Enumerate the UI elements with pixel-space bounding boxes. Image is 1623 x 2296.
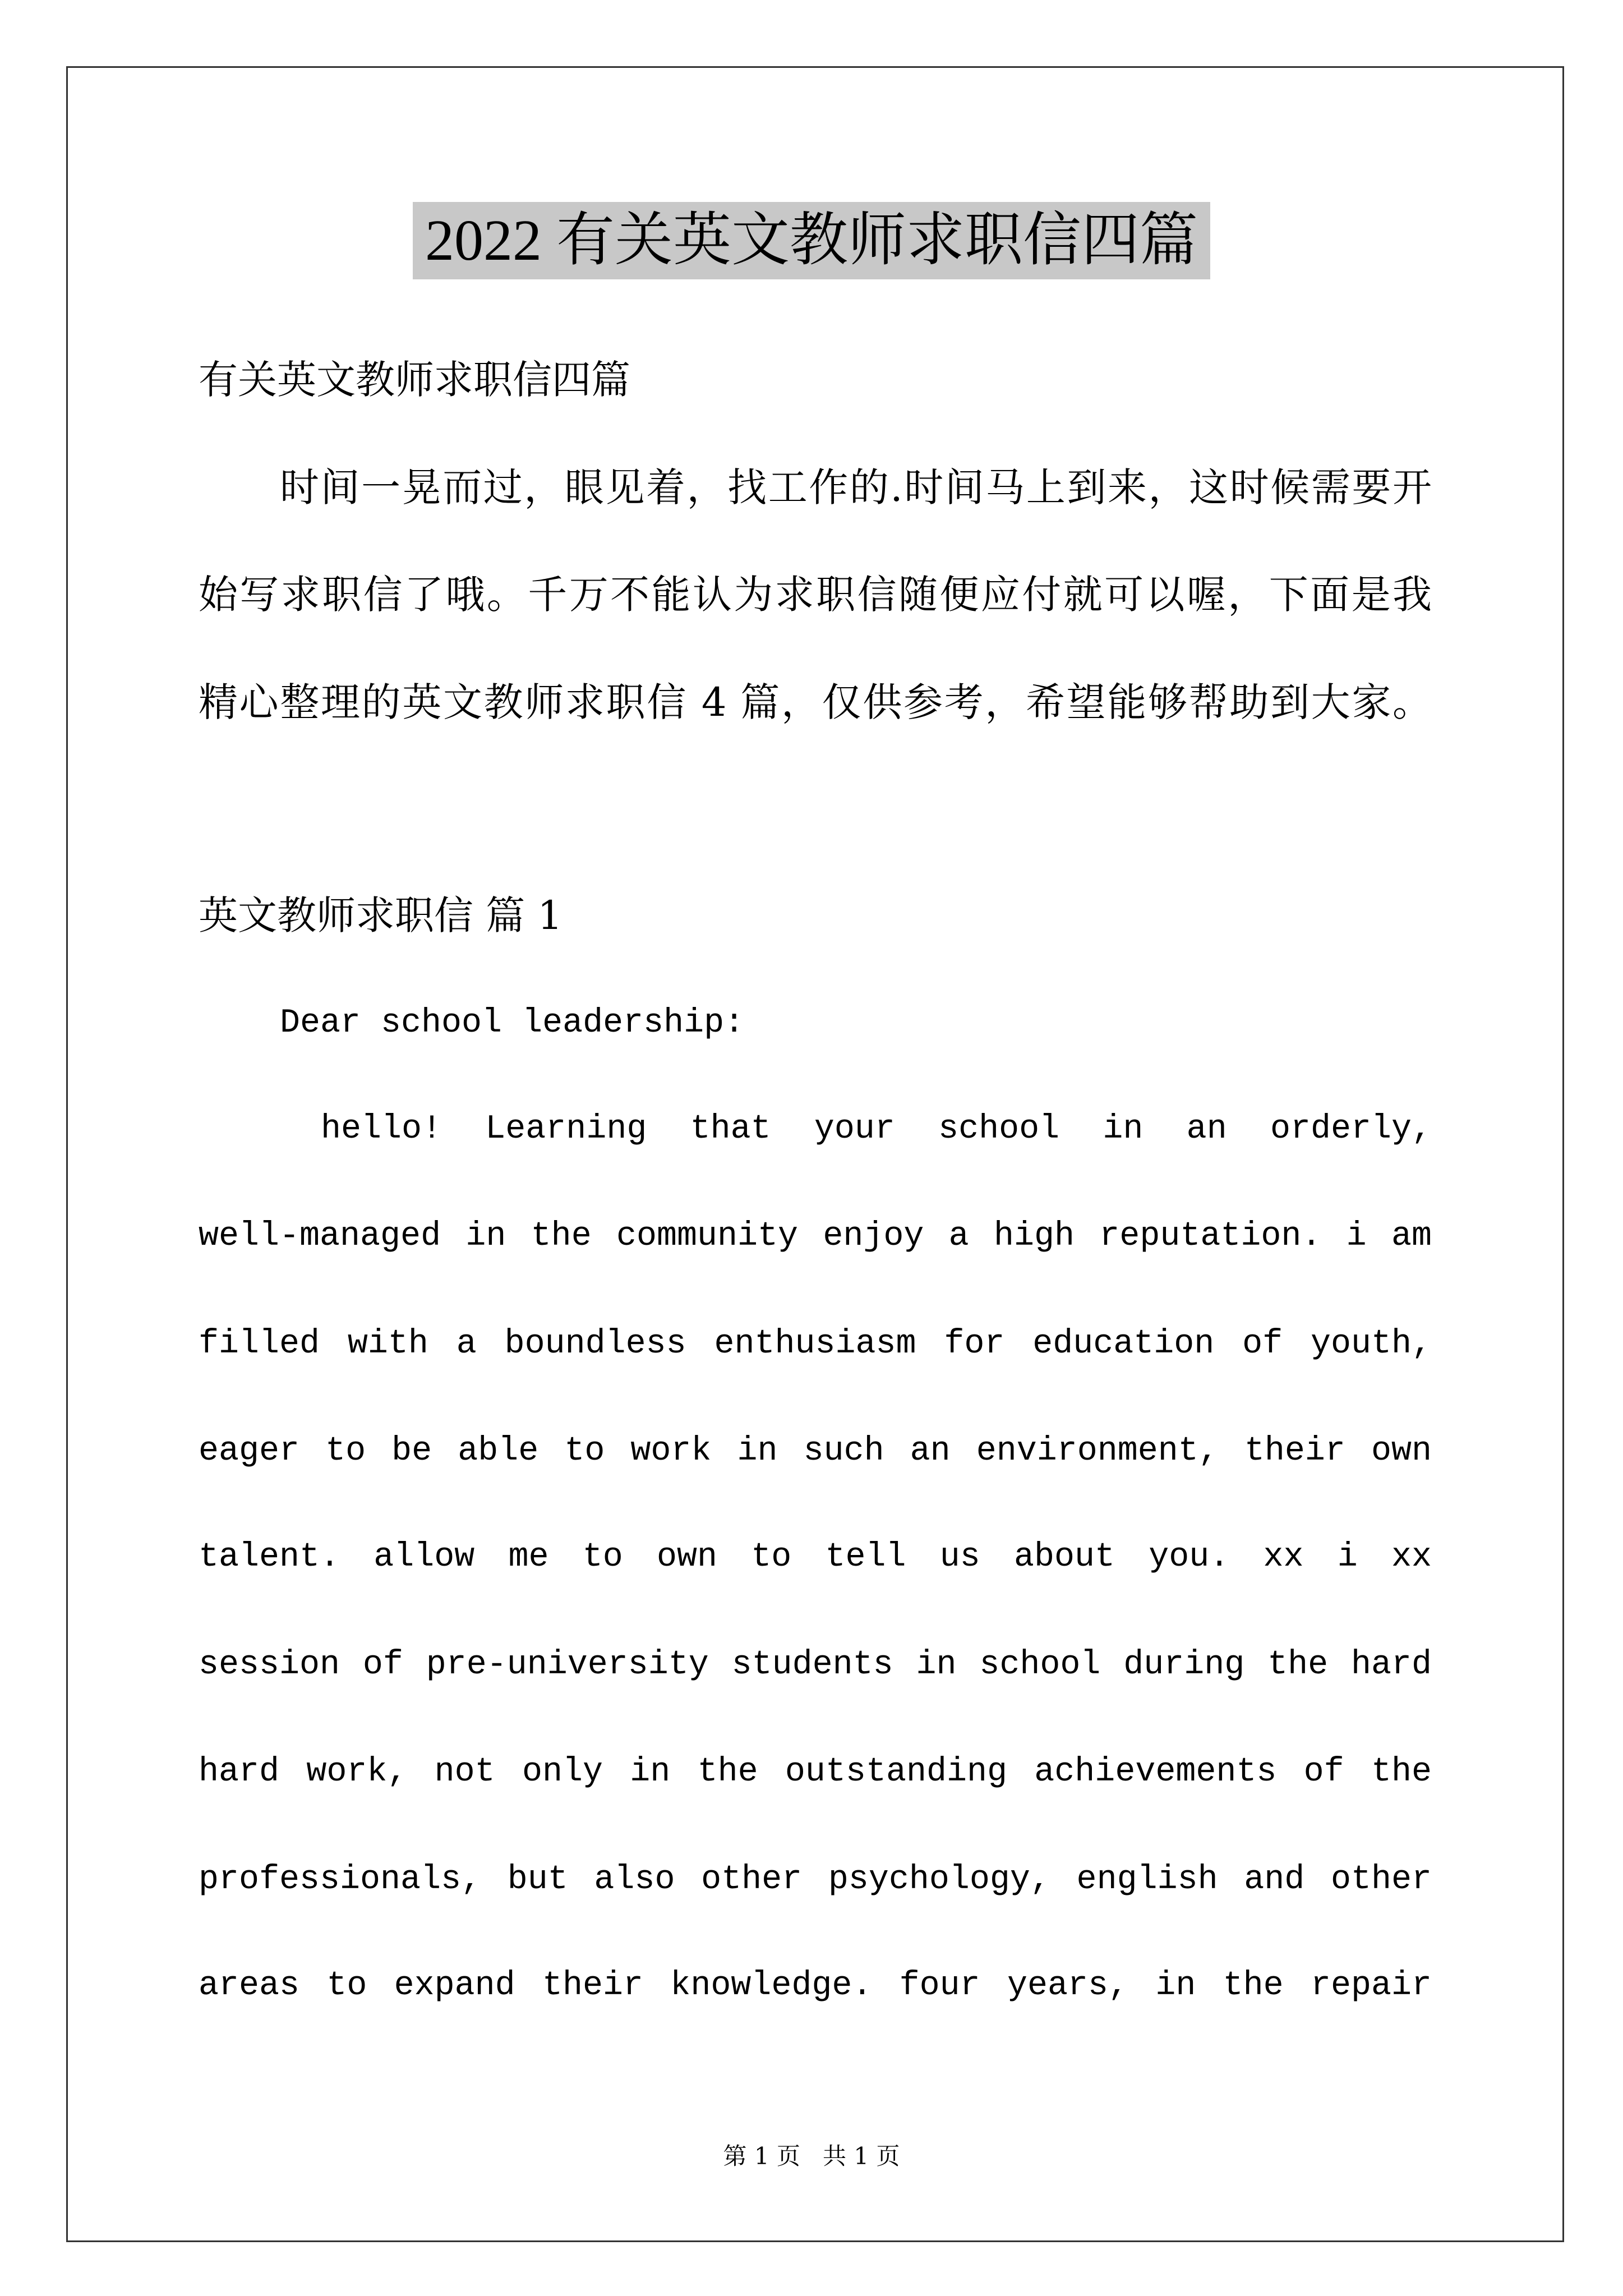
letter-line: session of pre-university students in school during the hard xyxy=(199,1646,1432,1684)
subtitle: 有关英文教师求职信四篇 xyxy=(199,357,630,403)
page-footer: 第 1 页 共 1 页 xyxy=(723,2142,900,2170)
letter-line: professionals, but also other psychology, english and other xyxy=(199,1861,1432,1899)
letter-line: hello! Learning that your school in an orderly, xyxy=(321,1110,1432,1148)
letter-line: eager to be able to work in such an environment, their own xyxy=(199,1432,1432,1470)
letter-line: filled with a boundless enthusiasm for education of youth, xyxy=(199,1325,1432,1363)
intro-line: 精心整理的英文教师求职信 4 篇，仅供参考，希望能够帮助到大家。 xyxy=(199,679,1432,725)
letter-line: areas to expand their knowledge. four years, in the repair xyxy=(199,1967,1432,2005)
letter-line: hard work, not only in the outstanding achievements of the xyxy=(199,1753,1432,1791)
letter-line: well-managed in the community enjoy a high reputation. i am xyxy=(199,1217,1432,1255)
title-container xyxy=(0,202,1623,279)
section-heading: 英文教师求职信 篇 1 xyxy=(199,892,563,938)
intro-line: 始写求职信了哦。千万不能认为求职信随便应付就可以喔，下面是我 xyxy=(199,572,1432,618)
letter-line: talent. allow me to own to tell us about you. xx i xx xyxy=(199,1538,1432,1576)
document-title: 2022 有关英文教师求职信四篇 xyxy=(413,202,1210,279)
intro-line: 时间一晃而过，眼见着，找工作的.时间马上到来，这时候需要开 xyxy=(280,464,1432,510)
salutation: Dear school leadership: xyxy=(280,1004,745,1042)
